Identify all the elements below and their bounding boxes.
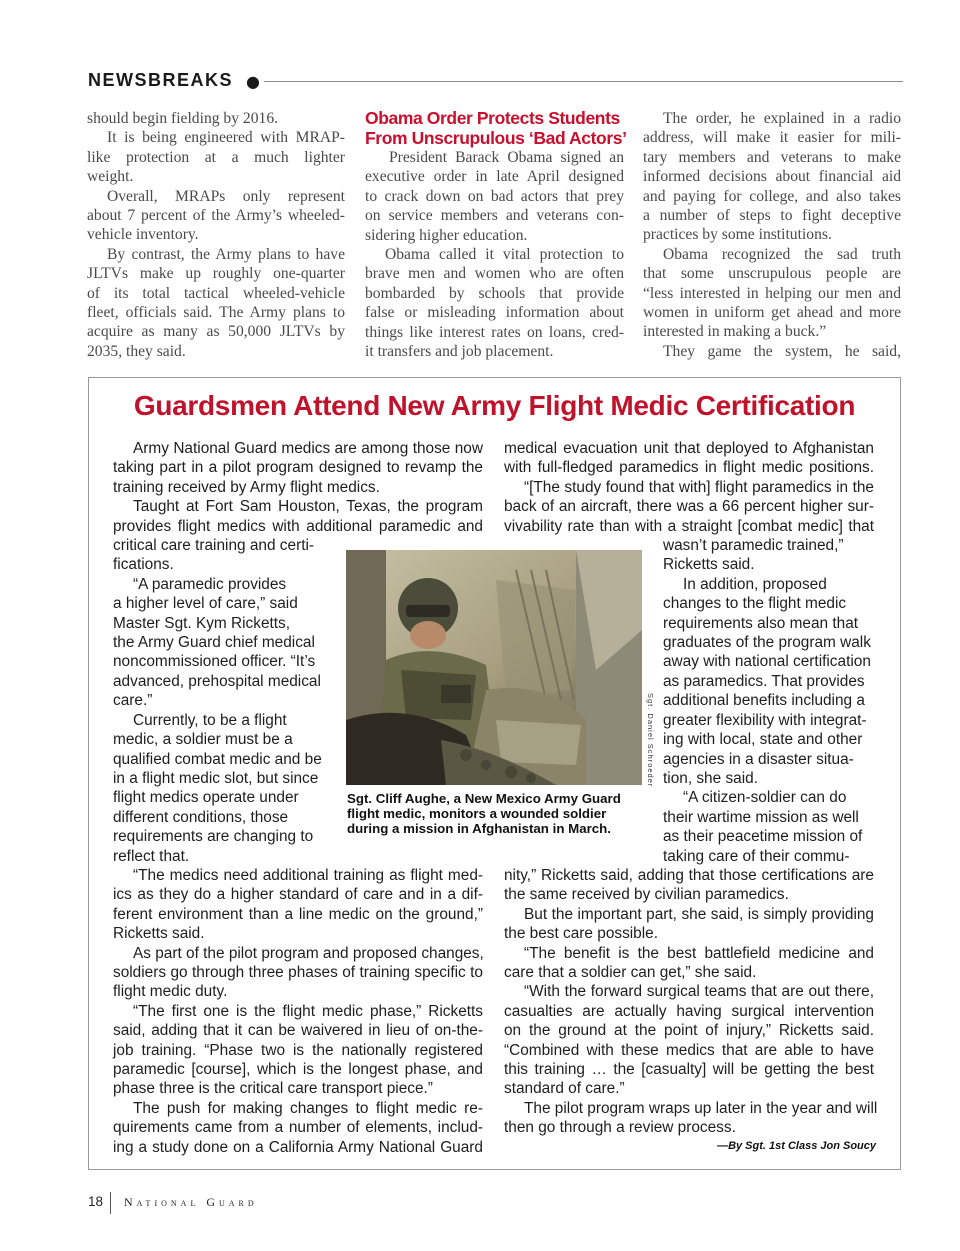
- text-line: women in uniform get ahead and more: [643, 304, 901, 322]
- text-line: Obama called it vital protection to: [385, 246, 624, 264]
- text-line: “Combined with these medics that are able to have: [504, 1041, 874, 1059]
- text-line: care that a soldier can get,” she said.: [504, 963, 757, 981]
- photo-caption: Sgt. Cliff Aughe, a New Mexico Army Guard flight medic, monitors a wounded soldier during a mission in Afghanistan in March.: [347, 791, 621, 836]
- feature-title: Guardsmen Attend New Army Flight Medic Certification: [133, 390, 856, 421]
- text-line: on the ground at the point of injury,” Ricketts said.: [504, 1022, 874, 1040]
- text-line: “[The study found that with] flight paramedics in the: [524, 478, 874, 496]
- text-line: sidering higher education.: [365, 226, 528, 244]
- text-line: Ricketts said.: [663, 556, 755, 574]
- text-line: flight medics operate under: [113, 789, 299, 807]
- text-line: a number of steps to fight deceptive: [643, 207, 901, 225]
- page-number: 18: [88, 1194, 104, 1209]
- section-title: NEWSBREAKS: [88, 70, 234, 90]
- text-line: their wartime mission as well: [663, 808, 859, 826]
- text-line: ing with local, state and other: [663, 731, 863, 749]
- text-line: paramedic [course], which is the longest phase, and: [113, 1061, 483, 1078]
- text-line: vivability rate than with a straight [combat medic] that: [504, 517, 874, 535]
- text-line: acquire as many as 50,000 JLTVs by: [87, 323, 345, 341]
- text-line: care.”: [113, 692, 153, 710]
- text-line: the best care possible.: [504, 925, 658, 943]
- text-line: executive order in late April designed: [365, 168, 624, 186]
- text-line: The push for making changes to flight medic re-: [133, 1099, 483, 1117]
- text-line: Overall, MRAPs only represent: [107, 187, 345, 205]
- text-line: vehicle inventory.: [87, 226, 199, 244]
- text-line: and paying for college, and also takes: [643, 187, 901, 205]
- text-line: tion, she said.: [663, 769, 758, 787]
- text-line: Obama recognized the sad truth: [663, 245, 901, 263]
- text-line: It is being engineered with MRAP-: [107, 129, 345, 147]
- text-line: medic, a soldier must be a: [113, 731, 293, 749]
- text-line: By contrast, the Army plans to have: [107, 245, 345, 263]
- section-header: [88, 70, 903, 94]
- text-line: Master Sgt. Kym Ricketts,: [113, 614, 291, 632]
- text-line: the same received by civilian paramedics.: [504, 886, 789, 904]
- text-line: critical care training and certi-: [113, 537, 315, 555]
- footer-divider: [110, 1192, 111, 1214]
- text-line: advanced, prehospital medical: [113, 672, 321, 690]
- photo-credit: [643, 693, 657, 791]
- text-line: nity,” Ricketts said, adding that those certifications are: [504, 866, 874, 884]
- text-line: President Barack Obama signed an: [389, 149, 624, 166]
- publication-name: National Guard: [124, 1195, 258, 1209]
- text-line: ics as they do a higher standard of care and in a dif-: [113, 886, 483, 904]
- article-column-2: [365, 108, 627, 361]
- text-line: requirements are changing to: [113, 828, 314, 846]
- text-line: changes to the flight medic: [663, 595, 847, 613]
- text-line: address, will make it easier for mili-: [643, 129, 901, 147]
- text-line: The pilot program wraps up later in the year and will: [524, 1099, 878, 1117]
- byline: —By Sgt. 1st Class Jon Soucy: [717, 1140, 876, 1152]
- text-line: 2035, they said.: [87, 342, 186, 360]
- text-line: to crack down on bad actors that prey: [365, 187, 624, 205]
- text-line: it transfers and job placement.: [365, 343, 554, 361]
- text-line: in a flight medic slot, but since: [113, 769, 319, 787]
- text-line: agencies in a disaster situa-: [663, 750, 854, 768]
- text-line: As part of the pilot program and proposed changes,: [133, 944, 484, 962]
- text-line: ferent environment than a line medic on the ground,”: [113, 905, 483, 923]
- text-line: of its total tactical wheeled-vehicle: [87, 284, 345, 302]
- text-line: ing a study done on a California Army National Guard: [113, 1138, 483, 1156]
- text-line: standard of care.”: [504, 1080, 625, 1098]
- text-line: They game the system, he said,: [663, 342, 901, 360]
- text-line: “The benefit is the best battlefield medicine and: [524, 944, 874, 962]
- text-line: on service members and veterans con-: [365, 207, 624, 225]
- text-line: “less interested in helping our men and: [643, 284, 901, 302]
- article-column-3: [643, 109, 901, 361]
- article-column-1: [87, 109, 345, 361]
- text-line: job training. “Phase two is the nationally registered: [113, 1041, 483, 1059]
- text-line: this training … the [casualty] will be getting the best: [504, 1061, 874, 1078]
- text-line: flight medic duty.: [113, 983, 228, 1001]
- text-line: then go through a review process.: [504, 1119, 736, 1137]
- text-line: a higher level of care,” said: [113, 595, 298, 613]
- text-line: “A citizen-soldier can do: [683, 789, 847, 807]
- text-line: Army National Guard medics are among those now: [133, 440, 483, 457]
- text-line: “The medics need additional training as flight med-: [133, 866, 483, 884]
- text-line: greater flexibility with integrat-: [663, 711, 867, 729]
- text-line: noncommissioned officer. “It’s: [113, 653, 316, 671]
- text-line: should begin fielding by 2016.: [87, 110, 279, 127]
- text-line: tary members and veterans to make: [643, 148, 901, 166]
- text-line: “A paramedic provides: [133, 575, 287, 593]
- bullet-icon: ●: [246, 72, 260, 91]
- text-line: bombarded by schools that provide: [365, 284, 624, 302]
- text-line: qualified combat medic and be: [113, 750, 322, 768]
- text-line: that some unscrupulous people are: [643, 265, 901, 283]
- text-line: The order, he explained in a radio: [663, 110, 901, 127]
- text-line: practices by some institutions.: [643, 226, 832, 244]
- text-line: “The first one is the flight medic phase,” Ricketts: [133, 1002, 483, 1020]
- text-line: different conditions, those: [113, 808, 289, 826]
- feature-photo: [346, 550, 642, 785]
- text-line: quirements came from a number of elements, includ-: [113, 1119, 483, 1137]
- text-line: reflect that.: [113, 847, 190, 865]
- text-line: “With the forward surgical teams that are out there,: [524, 983, 874, 1001]
- text-line: said, adding that it can be waivered in lieu of on-the-: [113, 1022, 483, 1040]
- text-line: brave men and women who are often: [365, 265, 624, 283]
- header-rule: [264, 81, 903, 82]
- article-headline: From Unscrupulous ‘Bad Actors’: [365, 127, 627, 148]
- text-line: taking care of their commu-: [663, 847, 850, 865]
- photo-credit-text: Sgt. Daniel Schroeder: [646, 693, 655, 788]
- text-line: fications.: [113, 556, 174, 574]
- text-line: as their peacetime mission of: [663, 828, 863, 846]
- text-line: medical evacuation unit that deployed to Afghanistan: [504, 440, 874, 457]
- text-line: back of an aircraft, there was a 66 percent higher sur-: [504, 498, 874, 516]
- text-line: training received by Army flight medics.: [113, 478, 380, 496]
- text-line: things like interest rates on loans, cred-: [365, 323, 624, 341]
- text-line: informed decisions about financial aid: [643, 168, 901, 186]
- text-line: false or misleading information about: [365, 304, 624, 322]
- text-line: soldiers go through three phases of training specific to: [113, 963, 483, 981]
- text-line: like protection at a much lighter: [87, 148, 345, 166]
- text-line: But the important part, she said, is simply providing: [524, 905, 874, 923]
- text-line: graduates of the program walk: [663, 634, 871, 652]
- text-line: provides flight medics with additional paramedic and: [113, 517, 483, 535]
- text-line: requirements also mean that: [663, 614, 859, 632]
- text-line: the Army Guard chief medical: [113, 634, 315, 652]
- text-line: Taught at Fort Sam Houston, Texas, the program: [133, 498, 483, 516]
- article-headline: Obama Order Protects Students: [365, 108, 620, 128]
- text-line: casualties are actually having surgical intervention: [504, 1002, 874, 1020]
- text-line: In addition, proposed: [683, 575, 827, 593]
- text-line: away with national certification: [663, 653, 871, 671]
- text-line: Currently, to be a flight: [133, 711, 287, 729]
- text-line: JLTVs make up roughly one-quarter: [87, 265, 345, 283]
- text-line: phase three is the critical care transport piece.”: [113, 1080, 433, 1098]
- text-line: wasn’t paramedic trained,”: [663, 537, 844, 555]
- text-line: about 7 percent of the Army’s wheeled-: [87, 207, 345, 225]
- text-line: with full-fledged paramedics in flight medic positions.: [504, 459, 874, 477]
- text-line: weight.: [87, 168, 134, 186]
- text-line: interested in making a buck.”: [643, 323, 827, 341]
- text-line: taking part in a pilot program designed to revamp the: [113, 459, 483, 477]
- text-line: additional benefits including a: [663, 692, 865, 710]
- text-line: Ricketts said.: [113, 925, 205, 943]
- feature-column-right: [504, 439, 878, 1138]
- text-line: fleet, officials said. The Army plans to: [87, 304, 345, 322]
- text-line: as paramedics. That provides: [663, 672, 865, 690]
